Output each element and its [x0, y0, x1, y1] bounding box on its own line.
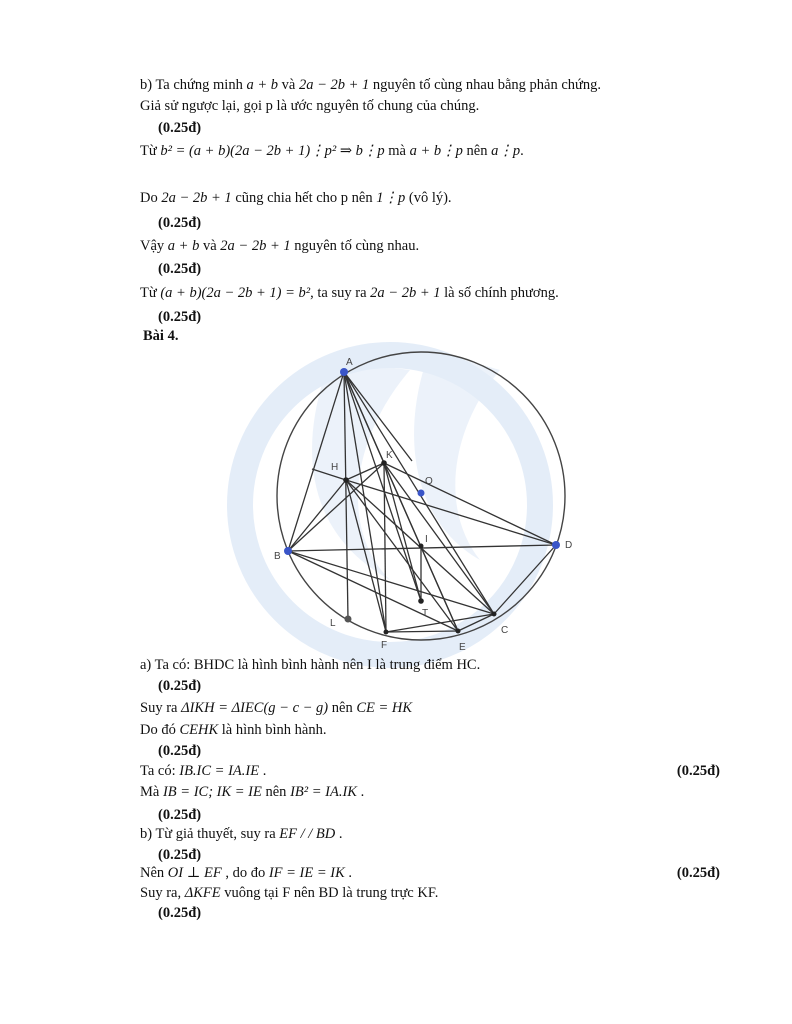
- text: nên: [328, 700, 357, 716]
- math: 2a − 2b + 1: [220, 238, 291, 254]
- text-line: [140, 783, 364, 801]
- text-line: [140, 699, 412, 717]
- score-label: (0.25đ): [158, 678, 202, 694]
- label-E: E: [459, 642, 466, 653]
- point-B: [284, 547, 292, 555]
- text: là số chính phương.: [440, 285, 559, 301]
- label-C: C: [501, 625, 509, 636]
- score-label-right: (0.25đ): [676, 865, 720, 881]
- text: Ta có:: [140, 763, 180, 779]
- point-K: [381, 460, 387, 466]
- point-F: [384, 630, 389, 635]
- score-label: (0.25đ): [158, 743, 202, 759]
- text: Suy ra,: [140, 885, 185, 901]
- text: và: [278, 77, 299, 93]
- text-line: [140, 721, 327, 739]
- score-label: (0.25đ): [158, 807, 202, 823]
- text-line: [140, 884, 438, 902]
- text: là hình bình hành.: [218, 722, 327, 738]
- math: a⋮p: [491, 143, 521, 159]
- text: .: [520, 143, 524, 159]
- text: nguyên tố cùng nhau bằng phản chứng.: [369, 77, 602, 93]
- text-line: a) Ta có: BHDC là hình bình hành nên I là trung điểm HC.: [140, 657, 481, 673]
- label-D: D: [565, 540, 573, 551]
- text: cũng chia hết cho p nên: [231, 190, 377, 206]
- score-label: (0.25đ): [158, 905, 202, 921]
- point-I: [419, 544, 424, 549]
- score-label: (0.25đ): [158, 215, 202, 231]
- text: Nên: [140, 865, 168, 881]
- text: , ta suy ra: [310, 285, 371, 301]
- label-A: A: [346, 357, 353, 368]
- text: Do: [140, 190, 162, 206]
- math: IF = IE = IK: [268, 865, 345, 881]
- text: .: [335, 826, 343, 842]
- math: 1⋮p: [376, 190, 406, 206]
- math: ΔKFE: [184, 885, 221, 901]
- point-H: [343, 477, 349, 483]
- text: mà: [384, 143, 410, 159]
- point-A: [340, 368, 348, 376]
- score-label: (0.25đ): [158, 309, 202, 325]
- label-L: L: [330, 618, 336, 629]
- score-label-right: (0.25đ): [676, 763, 720, 779]
- point-T: [418, 598, 424, 604]
- text: , do đo: [221, 865, 269, 881]
- score-label: (0.25đ): [158, 120, 202, 136]
- math: EF / / BD: [279, 826, 336, 842]
- label-H: H: [331, 462, 339, 473]
- math: a + b: [246, 77, 278, 93]
- math: CEHK: [179, 722, 219, 738]
- text: b) Ta chứng minh: [140, 77, 247, 93]
- label-O: O: [425, 476, 433, 487]
- text: .: [356, 784, 365, 800]
- math: a + b: [167, 238, 200, 254]
- text: Mà: [140, 784, 163, 800]
- math: IB = IC; IK = IE: [162, 784, 262, 800]
- text: Do đó: [140, 722, 180, 738]
- text: Vậy: [140, 238, 168, 254]
- point-D: [552, 541, 560, 549]
- label-I: I: [425, 534, 428, 545]
- label-K: K: [386, 450, 393, 461]
- math: IB.IC = IA.IE: [179, 763, 260, 779]
- point-C: [492, 612, 497, 617]
- text: nên: [462, 143, 492, 159]
- math: ΔIKH = ΔIEC(g − c − g): [181, 700, 329, 716]
- math: IB² = IA.IK: [290, 784, 357, 800]
- math: CE = HK: [356, 700, 413, 716]
- text: nên: [261, 784, 291, 800]
- text-line: [140, 864, 352, 882]
- text-line: [140, 825, 343, 843]
- text-line: [140, 762, 266, 780]
- text: b) Từ giả thuyết, suy ra: [140, 826, 280, 842]
- point-E: [456, 629, 461, 634]
- label-F: F: [381, 640, 388, 651]
- text: và: [199, 238, 221, 254]
- text: (vô lý).: [405, 190, 452, 206]
- text: Từ: [140, 285, 161, 301]
- math: OI ⊥ EF: [167, 865, 222, 881]
- point-O: [418, 490, 425, 497]
- text-line: Giả sử ngược lại, gọi p là ước nguyên tố chung của chúng.: [140, 98, 480, 114]
- label-T: T: [422, 608, 429, 619]
- text: Suy ra: [140, 700, 182, 716]
- math: a + b⋮p: [409, 143, 463, 159]
- text: nguyên tố cùng nhau.: [290, 238, 420, 254]
- text: .: [259, 763, 267, 779]
- math: (a + b)(2a − 2b + 1) = b²: [160, 285, 311, 301]
- score-label: (0.25đ): [158, 847, 202, 863]
- text: vuông tại F nên BD là trung trực KF.: [220, 885, 439, 901]
- math: 2a − 2b + 1: [298, 77, 370, 93]
- math: 2a − 2b + 1: [161, 190, 232, 206]
- point-L: [345, 616, 352, 623]
- score-label: (0.25đ): [158, 261, 202, 277]
- label-B: B: [274, 551, 281, 562]
- section-heading: Bài 4.: [143, 328, 179, 344]
- math: 2a − 2b + 1: [370, 285, 441, 301]
- text: Từ: [140, 143, 161, 159]
- math: b² = (a + b)(2a − 2b + 1)⋮p² ⇒ b⋮p: [160, 143, 385, 159]
- text: .: [344, 865, 353, 881]
